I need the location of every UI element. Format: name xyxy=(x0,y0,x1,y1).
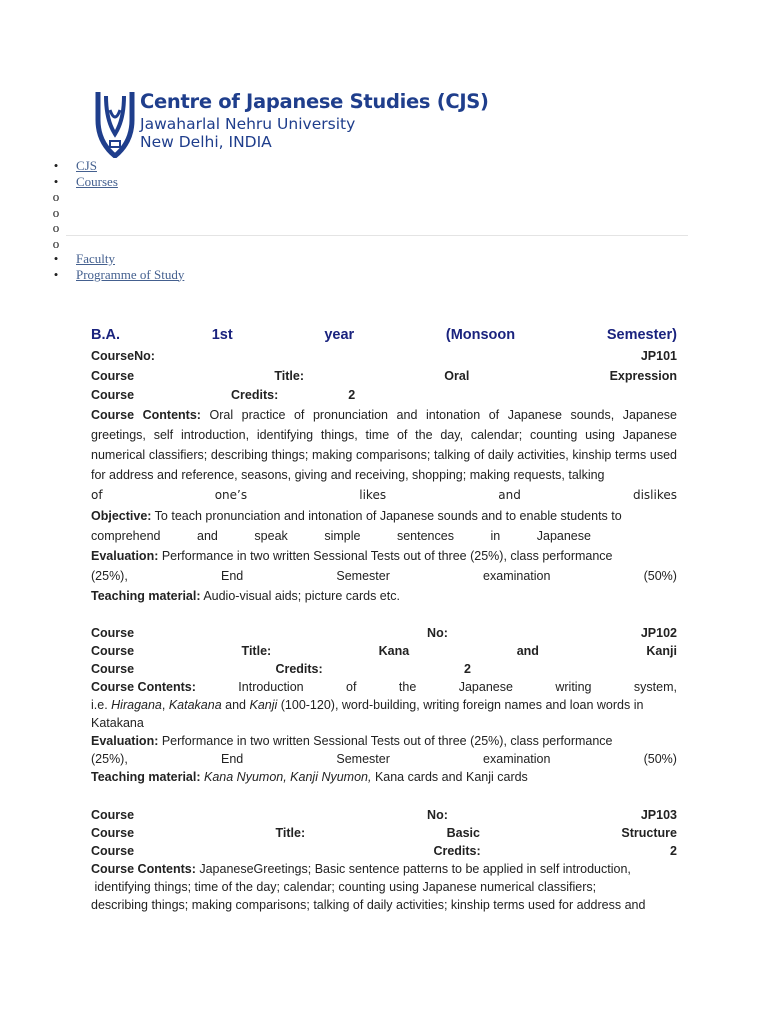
word: (25%), xyxy=(91,569,128,583)
evaluation-label: Evaluation: xyxy=(91,549,159,563)
site-branding xyxy=(140,92,489,151)
bullet-icon: • xyxy=(53,158,59,173)
text: and xyxy=(221,698,250,712)
credits-value: 2 xyxy=(670,844,677,858)
word: examination xyxy=(483,569,551,583)
word: system, xyxy=(633,680,677,694)
objective-text: To teach pronunciation and intonation of Japanese sounds and to enable students to xyxy=(151,509,622,523)
bullet-icon: • xyxy=(53,251,59,266)
word: writing xyxy=(555,680,592,694)
teaching-label: Teaching material: xyxy=(91,589,201,603)
heading-word: 1st xyxy=(211,327,233,343)
word: Title: xyxy=(274,369,304,383)
word: Title: xyxy=(275,826,306,840)
circle-bullet-icon: o xyxy=(52,189,60,204)
nav-link-faculty[interactable]: Faculty xyxy=(76,251,115,266)
word: End xyxy=(220,752,244,766)
word: Semester xyxy=(336,569,390,583)
word: simple xyxy=(324,529,361,543)
objective-last-line xyxy=(91,526,677,546)
contents-text: Oral practice of pronunciation and intonation of Japanese sounds, Japanese greetings, self introduction, identifying things, time of the day, calendar; counting using Japanese numerical classifiers; describing things; making comparisons; talking of daily activities, kinship terms used for address and reference, seasons, giving and receiving, shopping; making requests, talking xyxy=(91,408,677,482)
word: Japanese xyxy=(458,680,513,694)
course-no-value: JP101 xyxy=(640,349,677,363)
text-katakana: Katakana xyxy=(168,698,222,712)
nav-link-cjs[interactable]: CJS xyxy=(76,158,97,173)
word: Credits: xyxy=(275,662,323,676)
course-no-value: JP102 xyxy=(640,626,677,640)
teaching-material xyxy=(91,586,677,606)
text: , xyxy=(161,698,169,712)
teaching-text: Audio-visual aids; picture cards etc. xyxy=(200,589,400,603)
word: and xyxy=(516,644,539,658)
heading-word: (Monsoon xyxy=(445,327,516,343)
word: likes xyxy=(359,488,387,502)
word: of xyxy=(346,680,357,694)
word: Course xyxy=(91,369,135,383)
evaluation xyxy=(91,732,677,750)
word: Basic xyxy=(446,826,480,840)
contents-row xyxy=(91,678,677,696)
evaluation-text: Performance in two written Sessional Tests out of three (25%), class performance xyxy=(158,549,613,563)
word: Oral xyxy=(444,369,470,383)
teaching-text: Kana cards and Kanji cards xyxy=(371,770,528,784)
university-name: Jawaharlal Nehru University xyxy=(140,114,356,133)
objective xyxy=(91,506,677,526)
word: and xyxy=(197,529,218,543)
heading-word: B.A. xyxy=(91,327,120,343)
bullet-icon: • xyxy=(53,173,59,189)
course-no-row xyxy=(91,806,677,824)
course-title-row xyxy=(91,642,677,660)
teaching-label: Teaching material: xyxy=(91,770,201,784)
course-title-row xyxy=(91,824,677,842)
objective-label: Objective: xyxy=(91,509,152,523)
word: Course xyxy=(91,644,135,658)
contents-label: Course Contents: xyxy=(91,408,201,422)
text-hiragana: Hiragana xyxy=(111,698,162,712)
word: comprehend xyxy=(91,529,161,543)
word: Credits: xyxy=(231,388,279,402)
contents-line-2 xyxy=(91,696,677,714)
evaluation-text: Performance in two written Sessional Tests out of three (25%), class performance xyxy=(158,734,613,748)
nav-link-courses[interactable]: Courses xyxy=(76,173,118,189)
evaluation-label: Evaluation: xyxy=(91,734,159,748)
evaluation-last-line xyxy=(91,566,677,586)
word: in xyxy=(490,529,501,543)
teaching-material xyxy=(91,768,677,786)
word: Course xyxy=(91,388,135,402)
text: (100-120), word-building, writing foreign names and loan words in xyxy=(277,698,644,712)
credits-value: 2 xyxy=(348,388,356,402)
course-credits-row xyxy=(91,660,677,678)
teaching-books: Kana Nyumon, Kanji Nyumon, xyxy=(204,770,372,784)
course-no-label: CourseNo: xyxy=(91,349,155,363)
text: Katakana xyxy=(91,716,144,730)
word: the xyxy=(398,680,417,694)
word: Credits: xyxy=(433,844,481,858)
word: (50%) xyxy=(643,569,677,583)
evaluation-last-line xyxy=(91,750,677,768)
contents-line-1 xyxy=(91,860,677,878)
word: (25%), xyxy=(91,752,128,766)
contents-line-2 xyxy=(91,878,677,896)
location: New Delhi, INDIA xyxy=(140,133,272,151)
course-jp102 xyxy=(91,624,677,786)
text: identifying things; time of the day; calendar; counting using Japanese numerical classifiers; xyxy=(91,880,597,894)
word: (50%) xyxy=(643,752,677,766)
contents-line-3 xyxy=(91,896,677,914)
word: Course xyxy=(91,808,135,822)
word: Title: xyxy=(241,644,272,658)
word: and xyxy=(498,488,521,502)
credits-value: 2 xyxy=(464,662,471,676)
contents-line-3 xyxy=(91,714,677,732)
text: describing things; making comparisons; talking of daily activities; kinship terms used for address and xyxy=(91,898,646,912)
contents-text: JapaneseGreetings; Basic sentence patterns to be applied in self introduction, xyxy=(195,862,631,876)
course-no-value: JP103 xyxy=(640,808,677,822)
word: speak xyxy=(254,529,288,543)
word: No: xyxy=(427,626,448,640)
word: Course xyxy=(91,844,135,858)
word: Kanji xyxy=(646,644,677,658)
course-no-row xyxy=(91,624,677,642)
word: Japanese xyxy=(536,529,591,543)
jnu-logo xyxy=(94,90,136,158)
contents-label: Course Contents: xyxy=(91,680,196,694)
course-jp101 xyxy=(91,347,677,606)
word: examination xyxy=(483,752,551,766)
nav-link-programme-of-study[interactable]: Programme of Study xyxy=(76,266,185,282)
word: Expression xyxy=(609,369,677,383)
text-kanji: Kanji xyxy=(249,698,278,712)
semester-heading xyxy=(91,324,677,346)
circle-bullet-icon: o xyxy=(52,235,60,251)
contents-last-line xyxy=(91,485,677,506)
course-contents xyxy=(91,405,677,485)
word: of xyxy=(91,488,103,502)
heading-word: year xyxy=(324,327,355,343)
word: dislikes xyxy=(632,488,677,502)
site-title: Centre of Japanese Studies (CJS) xyxy=(140,90,489,113)
word: Course xyxy=(91,626,135,640)
word: sentences xyxy=(396,529,454,543)
text: i.e. xyxy=(91,698,112,712)
course-credits-row xyxy=(91,386,677,405)
circle-bullet-icon: o xyxy=(52,204,60,220)
word: Semester xyxy=(336,752,390,766)
divider xyxy=(66,235,688,236)
circle-bullet-icon: o xyxy=(52,220,60,235)
word: No: xyxy=(427,808,448,822)
word: Course xyxy=(91,826,135,840)
contents-label: Course Contents: xyxy=(91,862,196,876)
bullet-icon: • xyxy=(53,266,59,282)
word: Introduction xyxy=(238,680,304,694)
word: one’s xyxy=(214,488,248,502)
word: Kana xyxy=(378,644,410,658)
course-credits-row xyxy=(91,842,677,860)
heading-word: Semester) xyxy=(606,327,677,343)
course-title-row xyxy=(91,366,677,386)
course-no-row xyxy=(91,347,677,366)
course-jp103 xyxy=(91,806,677,914)
word: Structure xyxy=(621,826,677,840)
word: Course xyxy=(91,662,135,676)
word: End xyxy=(220,569,244,583)
evaluation xyxy=(91,546,677,566)
